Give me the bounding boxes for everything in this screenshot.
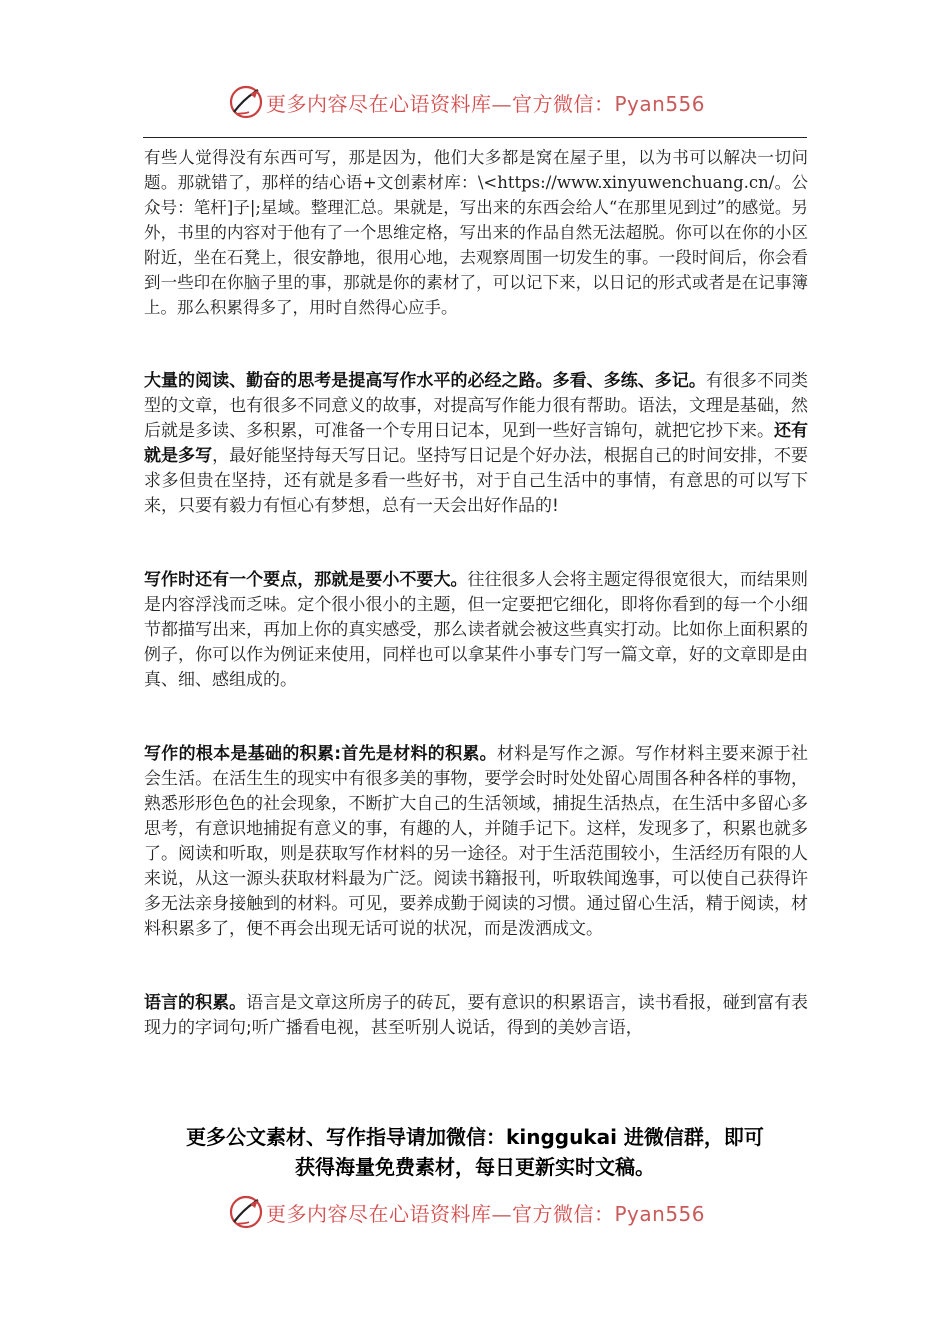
banner-site-text: 更多内容尽在心语资料库 [266,91,492,116]
wechat-notice-line-2: 获得海量免费素材，每日更新实时文稿。 [295,1155,655,1179]
footer-banner [228,1192,748,1232]
paragraph-4 [144,742,808,942]
paragraph-gap [144,519,808,568]
header-rule [143,137,807,138]
banner-text [266,1198,705,1227]
paragraph-gap [144,942,808,991]
paragraph-1 [144,145,808,320]
wechat-notice-line-1: 更多公文素材、写作指导请加微信：kinggukai 进微信群，即可 [186,1125,764,1149]
paragraph-2-lead: 大量的阅读、勤奋的思考是提高写作水平的必经之路。多看、多练、多记。 [144,371,706,391]
paragraph-5-body: 语言是文章这所房子的砖瓦，要有意识的积累语言，读书看报，碰到富有表现力的字词句;听广播看电视，甚至听别人说话，得到的美妙言语， [144,993,809,1038]
paragraph-4-lead: 写作的根本是基础的积累:首先是材料的积累。 [144,744,497,764]
banner-separator: — [491,1201,512,1226]
banner-site-text: 更多内容尽在心语资料库 [266,1201,492,1226]
header-banner [228,82,748,122]
paragraph-2-body-a: 有很多不同类型的文章，也有很多不同意义的故事，对提高写作能力很有帮助。语法，文理是基础，然后就是多读、多积累，可准备一个专用日记本，见到一些好言锦句，就把它抄下来。 [144,371,809,441]
paragraph-2-body-b: ，最好能坚持每天写日记。坚持写日记是个好办法，根据自己的时间安排，不要求多但贵在坚持，还有就是多看一些好书，对于自己生活中的事情，有意思的可以写下来，只要有毅力有恒心有梦想，总有一天会出好作品的! [144,446,809,516]
pen-logo-icon [228,1194,264,1230]
banner-official-label: 官方微信： [512,91,615,116]
paragraph-gap [144,320,808,369]
paragraph-5 [144,991,808,1041]
paragraph-3 [144,568,808,693]
article-body [144,145,808,1041]
wechat-notice [140,1122,810,1182]
paragraph-2 [144,369,808,519]
banner-text [266,88,705,117]
paragraph-5-lead: 语言的积累。 [144,993,247,1013]
banner-separator: — [491,91,512,116]
paragraph-4-body: 材料是写作之源。写作材料主要来源于社会生活。在活生生的现实中有很多美的事物，要学会时时处处留心周围各种各样的事物，熟悉形形色色的社会现象，不断扩大自己的生活领域，捕捉生活热点，在生活中多留心多思考，有意识地捕捉有意义的事，有趣的人，并随手记下。这样，发现多了，积累也就多了。阅读和听取，则是获取写作材料的另一途径。对于生活范围较小，生活经历有限的人来说，从这一源头获取材料最为广泛。阅读书籍报刊，听取轶闻逸事，可以使自己获得许多无法亲身接触到的材料。可见，要养成勤于阅读的习惯。通过留心生活，精于阅读，材料积累多了，便不再会出现无话可说的状况，而是泼洒成文。 [144,744,808,939]
paragraph-3-lead: 写作时还有一个要点，那就是要小不要大。 [144,570,468,590]
banner-official-label: 官方微信： [512,1201,615,1226]
pen-logo-icon [228,84,264,120]
paragraph-3-body: 往往很多人会将主题定得很宽很大，而结果则是内容浮浅而乏味。定个很小很小的主题，但一定要把它细化，即将你看到的每一个小细节都描写出来，再加上你的真实感受，那么读者就会被这些真实打动。比如你上面积累的例子，你可以作为例证来使用，同样也可以拿某件小事专门写一篇文章，好的文章即是由真、细、感组成的。 [144,570,808,690]
paragraph-2-mid: 还有就是多写 [144,421,809,466]
paragraph-1-body: 有些人觉得没有东西可写，那是因为，他们大多都是窝在屋子里，以为书可以解决一切问题。那就错了，那样的结心语+文创素材库：\<https://www.xinyuwenchuang.cn/。公众号：笔杆]子|;星域。整理汇总。果就是，写出来的东西会给人“在那里见到过”的感觉。另外，书里的内容对于他有了一个思维定格，写出来的作品自然无法超脱。你可以在你的小区附近，坐在石凳上，很安静地，很用心地，去观察周围一切发生的事。一段时间后，你会看到一些印在你脑子里的事，那就是你的素材了，可以记下来，以日记的形式或者是在记事簿上。那么积累得多了，用时自然得心应手。 [144,148,808,317]
banner-wechat-id: Pyan556 [614,1201,706,1226]
banner-wechat-id: Pyan556 [614,91,706,116]
paragraph-gap [144,693,808,742]
